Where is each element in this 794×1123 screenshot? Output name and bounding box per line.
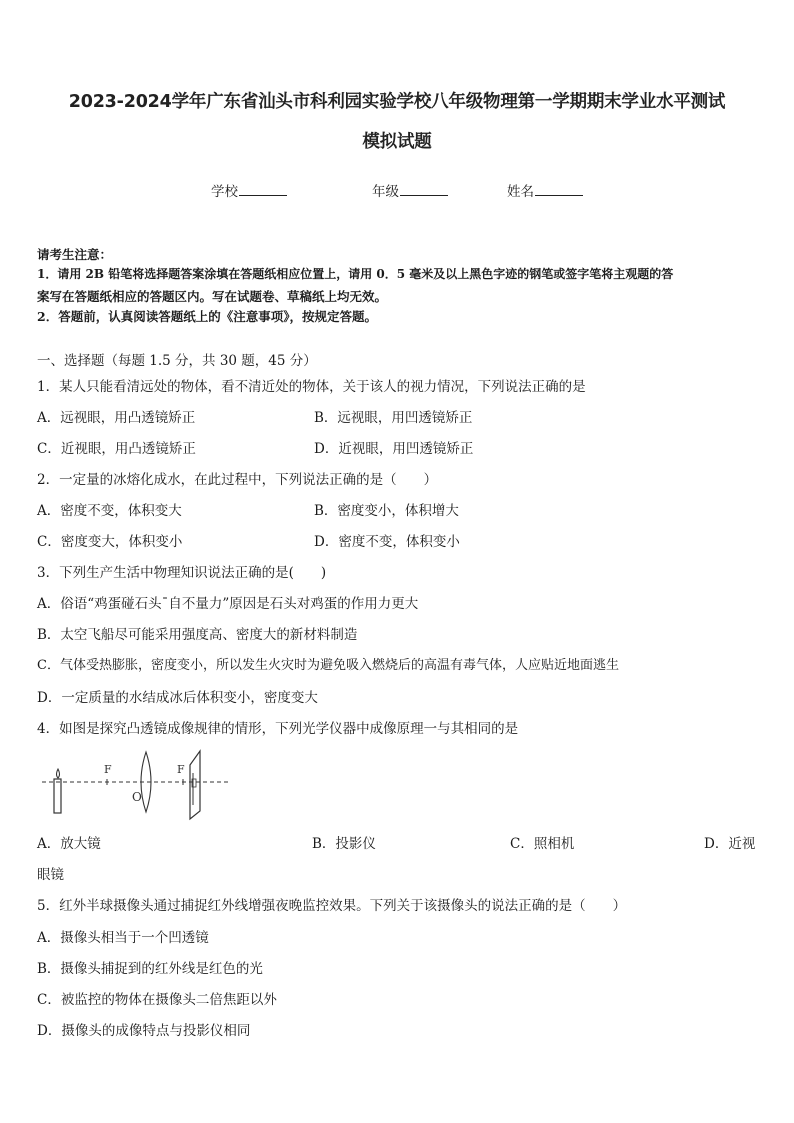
screen-icon	[190, 751, 200, 819]
question-4-option-d-wrap: 眼镜	[37, 867, 64, 883]
question-3-option-d: D．一定质量的水结成冰后体积变小，密度变大	[37, 690, 318, 706]
page-title-line2: 模拟试题	[362, 132, 432, 152]
lens-experiment-figure	[40, 745, 240, 825]
school-field	[211, 180, 287, 200]
question-4-option-d: D．近视	[704, 836, 756, 852]
focal-label-left: F	[104, 763, 112, 776]
question-2-option-b: B．密度变小，体积增大	[314, 503, 459, 519]
question-2-option-c: C．密度变大，体积变小	[37, 534, 183, 550]
question-3-option-c: C．气体受热膨胀，密度变小，所以发生火灾时为避免吸入燃烧后的高温有毒气体，人应贴近地面逃生	[37, 658, 619, 673]
grade-label: 年级	[372, 184, 399, 200]
name-blank[interactable]	[535, 183, 583, 196]
optical-center-label: O	[132, 790, 142, 804]
question-2-stem: 2．一定量的冰熔化成水，在此过程中，下列说法正确的是（ ）	[37, 472, 438, 488]
notice-heading: 请考生注意：	[37, 247, 113, 262]
name-field	[507, 180, 583, 200]
question-3-option-b: B．太空飞船尽可能采用强度高、密度大的新材料制造	[37, 627, 358, 643]
section-heading: 一、选择题（每题 1.5 分，共 30 题，45 分）	[37, 353, 317, 369]
question-1-stem: 1．某人只能看清远处的物体，看不清近处的物体，关于该人的视力情况，下列说法正确的是	[37, 379, 586, 395]
question-5-option-a: A．摄像头相当于一个凹透镜	[37, 930, 209, 946]
question-2-option-a: A．密度不变，体积变大	[37, 503, 182, 519]
question-4-option-a: A．放大镜	[37, 836, 101, 852]
school-label: 学校	[211, 184, 238, 200]
question-5-option-b: B．摄像头捕捉到的红外线是红色的光	[37, 961, 263, 977]
notice-item-2: 2．答题前，认真阅读答题纸上的《注意事项》，按规定答题。	[37, 309, 377, 324]
question-2-option-d: D．密度不变，体积变小	[314, 534, 460, 550]
name-label: 姓名	[507, 184, 534, 200]
question-1-option-d: D．近视眼，用凹透镜矫正	[314, 441, 474, 457]
candle-icon	[54, 769, 61, 813]
grade-blank[interactable]	[400, 183, 448, 196]
question-1-option-a: A．远视眼，用凸透镜矫正	[37, 410, 196, 426]
question-5-stem: 5．红外半球摄像头通过捕捉红外线增强夜晚监控效果。下列关于该摄像头的说法正确的是（ ）	[37, 898, 627, 914]
question-4-stem: 4．如图是探究凸透镜成像规律的情形，下列光学仪器中成像原理一与其相同的是	[37, 721, 519, 737]
school-blank[interactable]	[239, 183, 287, 196]
question-3-option-a: A．俗语“鸡蛋碰石头ˉ自不量力”原因是石头对鸡蛋的作用力更大	[37, 596, 419, 612]
question-1-option-c: C．近视眼，用凸透镜矫正	[37, 441, 196, 457]
grade-field	[372, 180, 448, 200]
question-3-stem: 3．下列生产生活中物理知识说法正确的是( )	[37, 565, 327, 581]
focal-label-right: F	[177, 763, 185, 776]
question-5-option-c: C．被监控的物体在摄像头二倍焦距以外	[37, 992, 277, 1008]
question-4-option-b: B．投影仪	[312, 836, 376, 852]
question-1-option-b: B．远视眼，用凹透镜矫正	[314, 410, 473, 426]
question-4-option-c: C．照相机	[510, 836, 575, 852]
notice-item-1-cont: 案写在答题纸相应的答题区内。写在试题卷、草稿纸上均无效。	[37, 289, 388, 304]
notice-item-1: 1．请用 2B 铅笔将选择题答案涂填在答题纸相应位置上，请用 0．5 毫米及以上黑色字迹的钢笔或签字笔将主观题的答	[37, 267, 674, 281]
page-title: 2023-2024学年广东省汕头市科利园实验学校八年级物理第一学期期末学业水平测试	[68, 92, 726, 112]
question-5-option-d: D．摄像头的成像特点与投影仪相同	[37, 1023, 251, 1039]
